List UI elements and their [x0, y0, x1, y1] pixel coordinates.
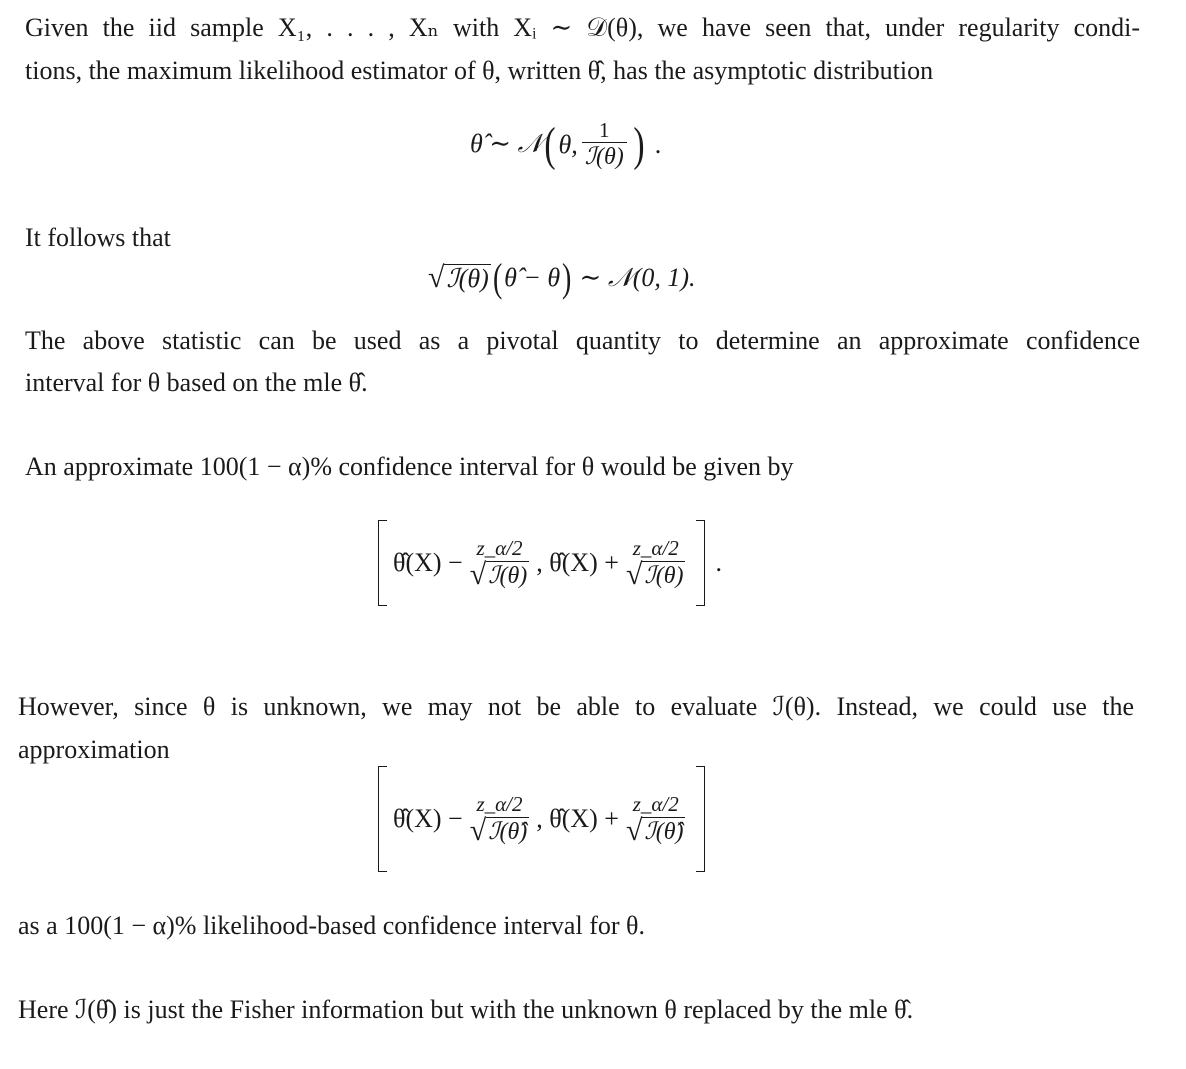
paragraph-7: Here ℐ(θ̂) is just the Fisher information but with the unknown θ replaced by the mle θ̂.	[18, 995, 914, 1024]
paragraph-1-line-2: tions, the maximum likelihood estimator of θ, written θ̂, has the asymptotic distribution	[25, 56, 934, 85]
eq1-denominator: ℐ(θ)	[582, 142, 627, 171]
paragraph-3-line-1: The above statistic can be used as a pivotal quantity to determine an approximate confidence	[25, 326, 1140, 355]
eq3-numerator: z_α/2	[476, 535, 523, 560]
eq4-term1: θ̂(X) −	[393, 804, 463, 833]
paragraph-2: It follows that	[25, 223, 171, 252]
left-bracket	[378, 766, 387, 872]
eq3-period: .	[715, 548, 722, 577]
paragraph-5-line-2: approximation	[18, 735, 170, 764]
eq1-lhs: θ̂ ∼ 𝒩	[470, 129, 543, 158]
sqrt-icon: √	[428, 261, 445, 294]
eq4-mid: , θ̂(X) +	[536, 804, 619, 833]
eq4-fraction-1: z_α/2 √ ℐ(θ̂)	[469, 791, 528, 847]
eq2-inner: θ̂ − θ	[504, 263, 561, 292]
paragraph-4: An approximate 100(1 − α)% confidence interval for θ would be given by	[25, 452, 794, 481]
eq2-close-paren: )	[562, 255, 572, 300]
eq3-denominator: ℐ(θ)	[488, 562, 528, 589]
eq1-period: .	[654, 129, 662, 159]
paragraph-1-line-1: Given the iid sample X₁, . . . , Xₙ with Xᵢ ∼ 𝒟(θ), we have seen that, under regularity condi-	[25, 13, 1140, 42]
eq3-mid: , θ̂(X) +	[536, 548, 619, 577]
paragraph-3-line-2: interval for θ based on the mle θ̂.	[25, 368, 368, 397]
eq4-numerator: z_α/2	[476, 791, 523, 816]
eq4-fraction-2: z_α/2 √ ℐ(θ̂)	[625, 791, 684, 847]
equation-approx-confidence-interval	[378, 766, 705, 872]
eq2-radicand: ℐ(θ)	[446, 264, 489, 293]
eq2-open-paren: (	[492, 255, 503, 300]
eq3-term1: θ̂(X) −	[393, 548, 463, 577]
eq2-sqrt	[428, 263, 491, 293]
eq1-close-paren: )	[633, 117, 645, 171]
equation-asymptotic-distribution	[470, 118, 661, 171]
paragraph-5-line-1: However, since θ is unknown, we may not be able to evaluate ℐ(θ). Instead, we could use the	[18, 692, 1134, 721]
eq1-inner: θ,	[558, 129, 578, 159]
eq2-rhs: ∼ 𝒩(0, 1).	[579, 262, 696, 292]
eq3-fraction-2: z_α/2 √ ℐ(θ)	[625, 535, 684, 591]
eq1-open-paren: (	[544, 117, 557, 171]
equation-pivot	[428, 254, 696, 302]
paragraph-6: as a 100(1 − α)% likelihood-based confidence interval for θ.	[18, 911, 645, 940]
eq4-denominator: ℐ(θ̂)	[488, 818, 528, 845]
eq1-numerator: 1	[599, 118, 610, 142]
equation-confidence-interval	[378, 520, 722, 606]
right-bracket	[696, 520, 705, 606]
eq1-fraction	[582, 118, 627, 171]
left-bracket	[378, 520, 387, 606]
eq3-fraction-1: z_α/2 √ ℐ(θ)	[469, 535, 528, 591]
right-bracket	[696, 766, 705, 872]
